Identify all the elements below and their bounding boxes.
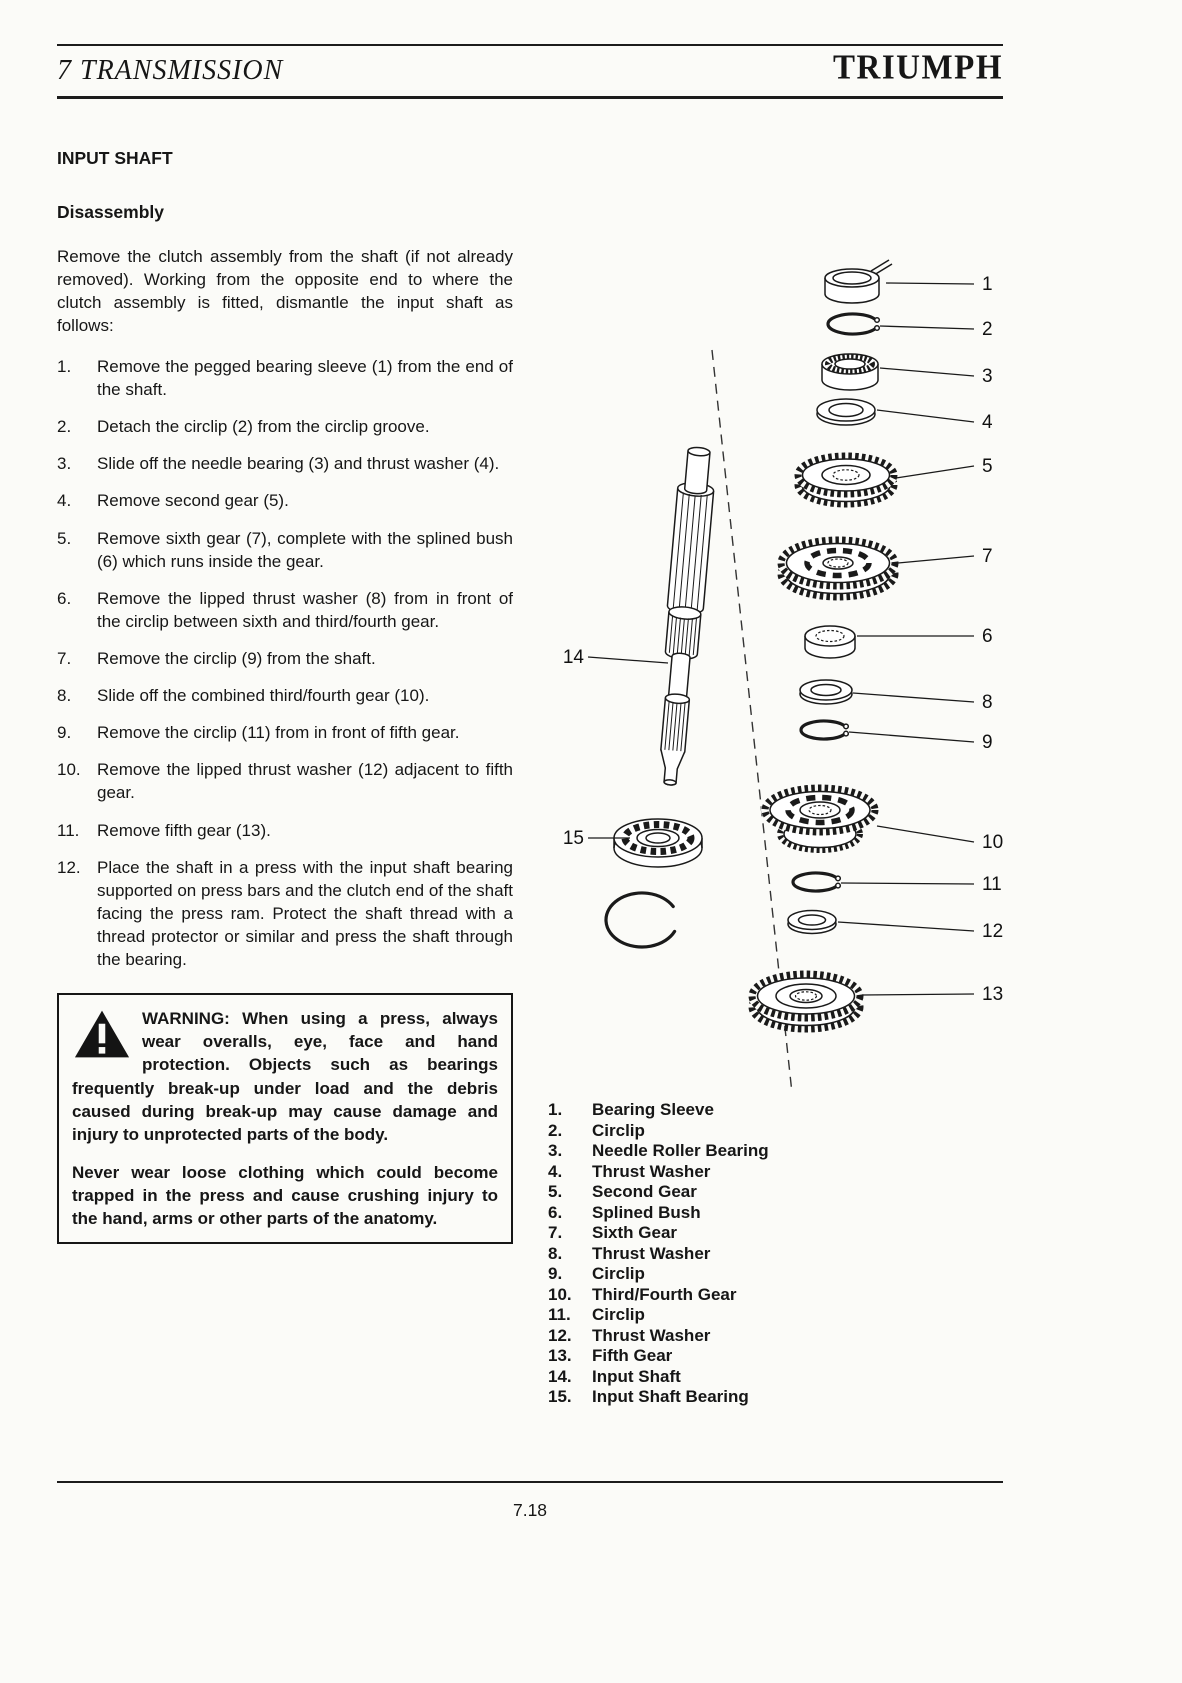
part-circlip-9 xyxy=(801,721,848,739)
diagram-callout: 2 xyxy=(982,319,993,340)
parts-list-item xyxy=(548,1387,878,1408)
section-title: 7 TRANSMISSION xyxy=(57,55,284,86)
step-item xyxy=(57,856,513,972)
warning-text-2: Never wear loose clothing which could become trapped in the press and cause crushing injury to the hand, arms or other parts of the anatomy. xyxy=(72,1162,498,1229)
step-item xyxy=(57,587,513,633)
part-name: Bearing Sleeve xyxy=(592,1100,714,1119)
part-thrust-washer-12 xyxy=(788,911,836,934)
brand-logo: TRIUMPH xyxy=(833,49,1003,87)
step-item xyxy=(57,452,513,475)
step-item xyxy=(57,489,513,512)
step-number: 9. xyxy=(57,723,72,743)
diagram-callout: 15 xyxy=(562,828,584,849)
step-number: 1. xyxy=(57,357,72,377)
part-number: 6. xyxy=(548,1202,563,1222)
part-number: 11. xyxy=(548,1305,571,1324)
diagram-callout: 8 xyxy=(982,692,993,713)
part-number: 12. xyxy=(548,1325,572,1345)
diagram-leader-lines xyxy=(588,283,974,995)
header-rule-bottom xyxy=(57,96,1003,99)
diagram-callout: 14 xyxy=(562,647,584,668)
part-name: Circlip xyxy=(592,1264,645,1283)
part-number: 15. xyxy=(548,1387,572,1406)
parts-list-item xyxy=(548,1367,878,1388)
step-number: 2. xyxy=(57,417,72,437)
part-second-gear xyxy=(794,453,898,504)
diagram-callout: 10 xyxy=(982,832,1004,853)
parts-list-item xyxy=(548,1326,878,1347)
part-name: Needle Roller Bearing xyxy=(592,1141,769,1160)
part-needle-roller-bearing xyxy=(822,354,878,390)
step-item xyxy=(57,647,513,670)
part-number: 4. xyxy=(548,1161,563,1181)
step-text: Remove the lipped thrust washer (8) from in front of the circlip between sixth and third/fourth gear. xyxy=(97,588,513,631)
step-item xyxy=(57,819,513,842)
parts-list-item xyxy=(548,1223,878,1244)
step-number: 5. xyxy=(57,528,72,548)
parts-list-item xyxy=(548,1305,878,1326)
section-subtitle: Disassembly xyxy=(57,201,165,222)
intro-paragraph: Remove the clutch assembly from the shaft (if not already removed). Working from the opposite end to where the clutch assembly is fitted, dismantle the input shaft as follows: xyxy=(57,246,513,335)
step-text: Remove the circlip (9) from the shaft. xyxy=(97,649,376,669)
diagram-callout: 11 xyxy=(982,874,1002,895)
part-name: Thrust Washer xyxy=(592,1161,711,1181)
diagram-callout: 5 xyxy=(982,456,993,477)
step-number: 10. xyxy=(57,760,81,780)
step-number: 6. xyxy=(57,588,72,608)
page-number: 7.18 xyxy=(512,1500,548,1520)
part-name: Fifth Gear xyxy=(592,1346,673,1365)
footer-rule xyxy=(57,1481,1003,1483)
step-item xyxy=(57,415,513,438)
step-text: Place the shaft in a press with the input shaft bearing supported on press bars and the clutch end of the shaft facing the press ram. Protect the shaft thread with a thread protector or similar and press the shaft through the bearing. xyxy=(97,857,513,970)
parts-list-item xyxy=(548,1346,878,1367)
part-number: 9. xyxy=(548,1264,563,1283)
warning-box xyxy=(57,993,513,1244)
part-number: 7. xyxy=(548,1223,563,1242)
step-item xyxy=(57,758,513,804)
step-text: Remove second gear (5). xyxy=(97,491,289,511)
part-number: 3. xyxy=(548,1141,563,1160)
diagram-callout: 12 xyxy=(982,921,1004,942)
step-number: 3. xyxy=(57,454,72,474)
disassembly-steps xyxy=(57,355,513,971)
part-name: Input Shaft Bearing xyxy=(592,1387,749,1406)
part-thrust-washer-8 xyxy=(800,680,852,704)
step-text: Remove fifth gear (13). xyxy=(97,820,271,840)
diagram-callout: 1 xyxy=(982,274,993,295)
step-number: 8. xyxy=(57,686,72,706)
parts-list-item xyxy=(548,1203,878,1224)
step-number: 7. xyxy=(57,649,72,669)
step-number: 12. xyxy=(57,857,81,877)
part-number: 2. xyxy=(548,1120,563,1140)
part-number: 5. xyxy=(548,1182,563,1201)
step-text: Remove the pegged bearing sleeve (1) from the end of the shaft. xyxy=(97,357,513,400)
header-rule-top xyxy=(57,44,1003,46)
part-name: Circlip xyxy=(592,1305,645,1324)
diagram-callout: 7 xyxy=(982,546,993,567)
step-text: Remove sixth gear (7), complete with the splined bush (6) which runs inside the gear. xyxy=(97,528,513,571)
diagram-callout: 13 xyxy=(982,984,1004,1005)
part-name: Thrust Washer xyxy=(592,1243,711,1263)
part-number: 8. xyxy=(548,1243,563,1263)
page-header xyxy=(57,50,1003,87)
warning-text-1: WARNING: When using a press, always wear overalls, eye, face and hand protection. Objects such as bearings frequently break-up under load and the debris caused during break-up may cause damage and injury to unprotected parts of the body. xyxy=(72,1009,498,1144)
step-text: Detach the circlip (2) from the circlip groove. xyxy=(97,417,430,437)
parts-list xyxy=(548,1100,878,1408)
part-name: Splined Bush xyxy=(592,1202,701,1222)
part-thrust-washer-4 xyxy=(817,399,875,425)
parts-list-item xyxy=(548,1285,878,1306)
step-text: Remove the lipped thrust washer (12) adjacent to fifth gear. xyxy=(97,760,513,803)
part-number: 1. xyxy=(548,1100,563,1119)
part-name: Input Shaft xyxy=(592,1366,681,1386)
part-bearing-sleeve xyxy=(825,260,892,303)
part-fifth-gear xyxy=(748,971,864,1029)
diagram-callout: 9 xyxy=(982,732,993,753)
parts-list-item xyxy=(548,1264,878,1285)
part-number: 14. xyxy=(548,1366,572,1386)
step-text: Remove the circlip (11) from in front of fifth gear. xyxy=(97,723,460,743)
parts-list-item xyxy=(548,1100,878,1121)
part-name: Sixth Gear xyxy=(592,1223,678,1242)
step-item xyxy=(57,684,513,707)
part-third-fourth-gear xyxy=(761,785,879,850)
exploded-diagram xyxy=(540,238,1020,1118)
step-text: Slide off the needle bearing (3) and thrust washer (4). xyxy=(97,454,500,474)
diagram-callout: 3 xyxy=(982,366,993,387)
step-item xyxy=(57,355,513,401)
part-splined-bush xyxy=(805,626,855,658)
exploded-diagram-svg xyxy=(540,238,1020,1118)
parts-list-item xyxy=(548,1121,878,1142)
step-number: 4. xyxy=(57,491,72,511)
step-text: Slide off the combined third/fourth gear (10). xyxy=(97,686,430,706)
part-sixth-gear xyxy=(777,537,899,597)
parts-list-item xyxy=(548,1244,878,1265)
page-title: INPUT SHAFT xyxy=(57,148,173,168)
loose-circlip xyxy=(606,893,675,947)
diagram-callout: 6 xyxy=(982,626,993,647)
part-name: Circlip xyxy=(592,1120,645,1140)
step-number: 11. xyxy=(57,820,80,840)
parts-list-item xyxy=(548,1182,878,1203)
part-input-shaft xyxy=(652,446,717,786)
parts-list-item xyxy=(548,1141,878,1162)
part-input-shaft-bearing xyxy=(614,819,702,867)
parts-list-item xyxy=(548,1162,878,1183)
part-circlip-2 xyxy=(828,314,879,334)
instructions-column xyxy=(57,147,513,1244)
part-name: Second Gear xyxy=(592,1182,697,1201)
part-circlip-11 xyxy=(793,873,840,891)
part-name: Thrust Washer xyxy=(592,1325,711,1345)
warning-triangle-icon xyxy=(74,1009,130,1059)
part-number: 13. xyxy=(548,1346,572,1365)
part-name: Third/Fourth Gear xyxy=(592,1284,737,1304)
part-number: 10. xyxy=(548,1284,572,1304)
step-item xyxy=(57,527,513,573)
diagram-callout: 4 xyxy=(982,412,993,433)
step-item xyxy=(57,721,513,744)
